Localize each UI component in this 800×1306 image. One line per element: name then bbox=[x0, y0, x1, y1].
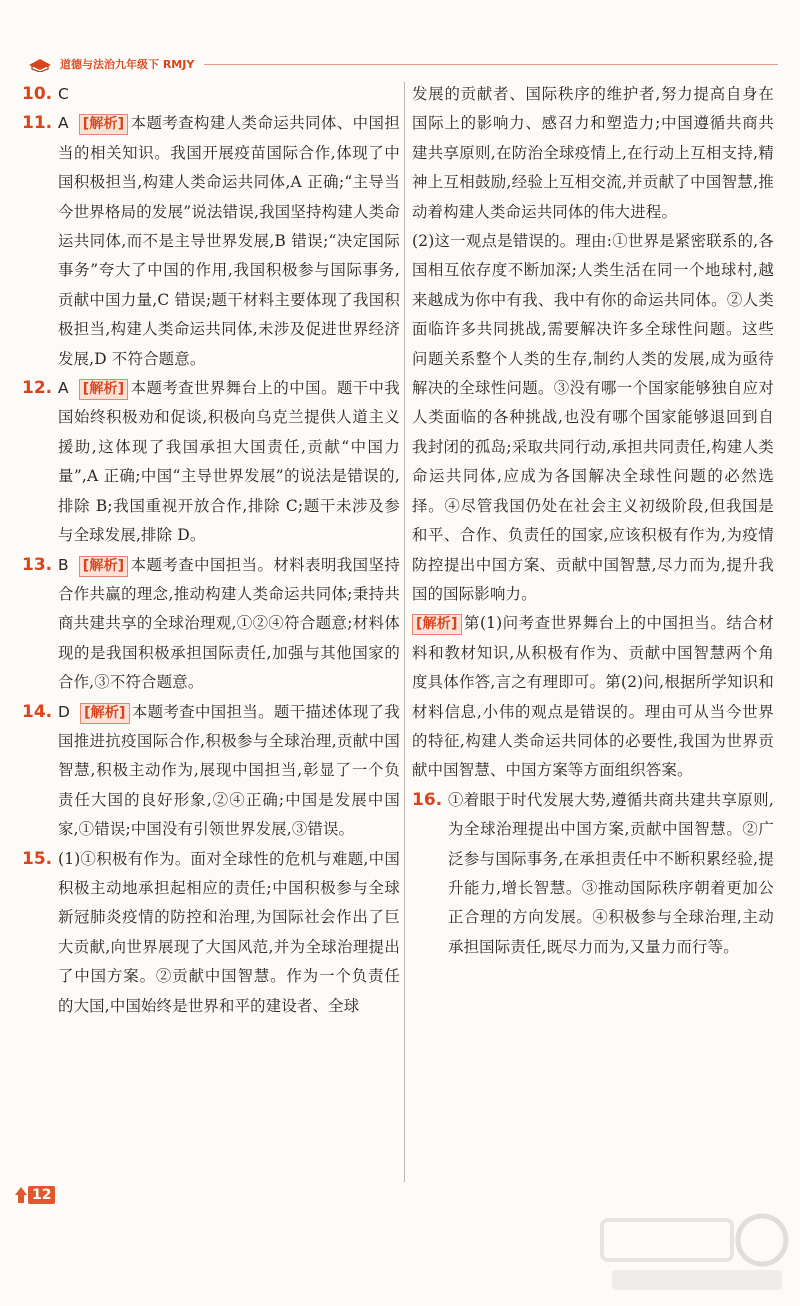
analysis-text: 本题考查世界舞台上的中国。题干中我国始终积极劝和促谈,积极向乌克兰提供人道主义援助,这体现了我国承担大国责任,贡献“中国力量”,A 正确;中国“主导世界发展”的说法是错误的,排除 B;我国重视开放合作,排除 C;题干未涉及参与全球发展,排除 D。 bbox=[58, 379, 400, 545]
analysis-paragraph bbox=[412, 609, 774, 785]
answer-letter: A bbox=[58, 114, 69, 133]
analysis-tag: [解析] bbox=[412, 614, 462, 635]
question-11 bbox=[22, 109, 400, 374]
analysis-text: 第(1)问考查世界舞台上的中国担当。结合材料和教材知识,从积极有作为、贡献中国智慧两个角度具体作答,言之有理即可。第(2)问,根据所学知识和材料信息,小伟的观点是错误的。理由可从当今世界的特征,构建人类命运共同体的必要性,我国为世界贡献中国智慧、中国方案等方面组织答案。 bbox=[412, 614, 774, 780]
analysis-tag: [解析] bbox=[79, 556, 129, 577]
analysis-tag: [解析] bbox=[79, 114, 129, 135]
question-15 bbox=[22, 845, 400, 1021]
right-column bbox=[412, 80, 774, 962]
header-rule bbox=[204, 64, 778, 65]
analysis-text: 本题考查中国担当。题干描述体现了我国推进抗疫国际合作,积极参与全球治理,贡献中国智慧,积极主动作为,展现中国担当,彰显了一个负责任大国的良好形象,②④正确;中国是发展中国家,①错误;中国没有引领世界发展,③错误。 bbox=[58, 702, 400, 839]
question-number: 15. bbox=[22, 848, 53, 869]
column-divider bbox=[404, 82, 405, 1182]
answer-letter: C bbox=[58, 85, 69, 103]
analysis-text: 本题考查中国担当。材料表明我国坚持合作共赢的理念,推动构建人类命运共同体;秉持共商共建共享的全球治理观,①②④符合题意;材料体现的是我国积极承担国际责任,加强与其他国家的合作,③不符合题意。 bbox=[58, 555, 400, 692]
answer-text: (1)①积极有作为。面对全球性的危机与难题,中国积极主动地承担起相应的责任;中国积极参与全球新冠肺炎疫情的防控和治理,为国际社会作出了巨大贡献,向世界展现了大国风范,并为全球治理提出了中国方案。②贡献中国智慧。作为一个负责任的大国,中国始终是世界和平的建设者、全球 bbox=[58, 849, 400, 1015]
analysis-text: 本题考查构建人类命运共同体、中国担当的相关知识。我国开展疫苗国际合作,体现了中国积极担当,构建人类命运共同体,A 正确;“主导当今世界格局的发展”说法错误,我国坚持构建人类命运共同体,而不是主导世界发展,B 错误;“决定国际事务”夸大了中国的作用,我国积极参与国际事务,贡献中国力量,C 错误;题干材料主要体现了我国积极担当,构建人类命运共同体,未涉及促进世界经济发展,D 不符合题意。 bbox=[58, 114, 400, 368]
answer-part-2: (2)这一观点是错误的。理由:①世界是紧密联系的,各国相互依存度不断加深;人类生活在同一个地球村,越来越成为你中有我、我中有你的命运共同体。②人类面临许多共同挑战,需要解决许多全球性问题。这些问题关系整个人类的生存,制约人类的发展,成为亟待解决的全球性问题。③没有哪一个国家能够独自应对人类面临的各种挑战,也没有哪个国家能够退回到自我封闭的孤岛;采取共同行动,承担共同责任,构建人类命运共同体,应成为各国解决全球性问题的必然选择。④尽管我国仍处在社会主义初级阶段,但我国是和平、合作、负责任的国家,应该积极有作为,为疫情防控提出中国方案、贡献中国智慧,尽力而为,提升我国的国际影响力。 bbox=[412, 232, 774, 603]
book-logo-icon bbox=[28, 56, 52, 72]
question-number: 14. bbox=[22, 701, 53, 722]
question-number: 16. bbox=[412, 789, 443, 810]
question-14 bbox=[22, 698, 400, 845]
question-16 bbox=[412, 786, 774, 962]
question-number: 11. bbox=[22, 113, 53, 134]
question-number: 12. bbox=[22, 378, 53, 399]
page-header bbox=[28, 52, 778, 76]
page-number bbox=[14, 1186, 55, 1204]
question-number: 10. bbox=[22, 84, 53, 104]
answer-letter: A bbox=[58, 379, 69, 398]
question-number: 13. bbox=[22, 554, 53, 575]
page-marker-icon bbox=[14, 1186, 28, 1204]
question-10 bbox=[22, 80, 400, 109]
analysis-tag: [解析] bbox=[80, 703, 130, 724]
question-12 bbox=[22, 374, 400, 550]
answer-letter: D bbox=[58, 702, 71, 721]
left-column bbox=[22, 80, 400, 1021]
answer-text: ①着眼于时代发展大势,遵循共商共建共享原则,为全球治理提出中国方案,贡献中国智慧。②广泛参与国际事务,在承担责任中不断积累经验,提升能力,增长智慧。③推动国际秩序朝着更加公正合理的方向发展。④积极参与全球治理,主动承担国际责任,既尽力而为,又量力而行等。 bbox=[448, 790, 774, 956]
analysis-tag: [解析] bbox=[79, 379, 129, 400]
continued-answer: 发展的贡献者、国际秩序的维护者,努力提高自身在国际上的影响力、感召力和塑造力;中国遵循共商共建共享原则,在防治全球疫情上,在行动上互相支持,精神上互相鼓励,经验上互相交流,并贡献了中国智慧,推动着构建人类命运共同体的伟大进程。 bbox=[412, 85, 774, 221]
question-13 bbox=[22, 551, 400, 698]
answer-letter: B bbox=[58, 555, 69, 574]
watermark-logo-icon bbox=[592, 1208, 792, 1298]
page-number-label: 12 bbox=[28, 1186, 55, 1204]
header-title: 道德与法治九年级下 RMJY bbox=[60, 58, 195, 71]
